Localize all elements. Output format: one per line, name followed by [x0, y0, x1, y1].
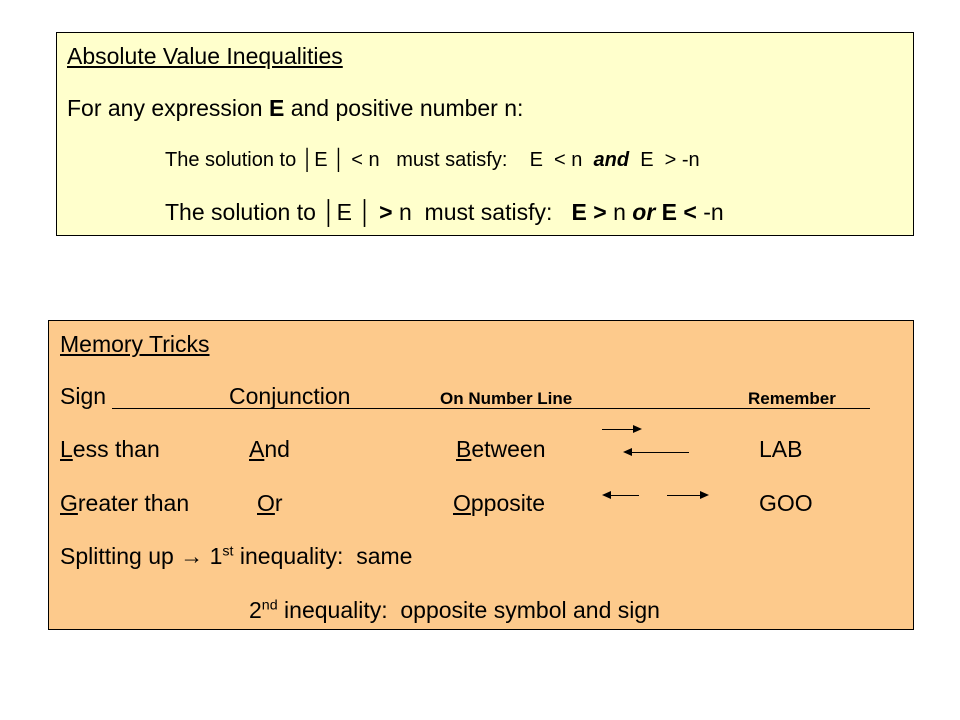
less-sign-rest: ess than: [72, 436, 160, 462]
splitting-sup1: st: [222, 543, 234, 560]
opposite-right-arrow-icon: [667, 495, 707, 496]
header-row: [60, 383, 870, 413]
rule-gt-abs: │E │: [322, 199, 373, 225]
opposite-left-arrow-icon: [604, 495, 639, 496]
rule-lt-post: E > -n: [629, 149, 700, 171]
greater-line-initial: O: [453, 490, 471, 516]
greater-line-rest: pposite: [470, 490, 546, 516]
greater-sign-rest: reater than: [77, 490, 190, 516]
splitting-line-2: [249, 597, 660, 624]
rule-less-than: [165, 149, 700, 172]
rule-lt-abs: │E │: [301, 149, 346, 171]
rule-lt-conj: and: [593, 149, 630, 171]
less-conjunction: [249, 436, 290, 463]
row-greater-than: [60, 490, 870, 520]
greater-conj-rest: r: [274, 490, 283, 516]
header-conjunction: Conjunction: [229, 383, 351, 409]
rule-lt-pre: The solution to: [165, 149, 302, 171]
less-conj-rest: nd: [264, 436, 290, 462]
splitting-text2: inequality: opposite symbol and sign: [277, 597, 660, 623]
absolute-value-title: Absolute Value Inequalities: [67, 43, 343, 69]
splitting-label: Splitting up →: [60, 543, 210, 569]
header-number-line: On Number Line: [440, 389, 573, 408]
rule-gt-e1: E >: [571, 199, 614, 225]
greater-conjunction: [257, 490, 283, 517]
rule-gt-mid: n must satisfy:: [398, 199, 572, 225]
rule-greater-than: [165, 199, 724, 226]
less-line-initial: B: [456, 436, 472, 462]
header-underline: [112, 408, 870, 409]
rule-gt-n1: n: [613, 199, 633, 225]
greater-number-line: [453, 490, 545, 517]
header-sign: Sign: [60, 383, 107, 409]
splitting-num1: 1: [209, 543, 223, 569]
header-remember: Remember: [748, 389, 836, 408]
rule-gt-pre: The solution to: [165, 199, 323, 225]
rule-gt-e2: E <: [655, 199, 704, 225]
rule-lt-cond: < n must satisfy: E < n: [345, 149, 594, 171]
absolute-value-box: [56, 32, 914, 236]
splitting-line-1: [60, 543, 412, 570]
greater-conj-initial: O: [257, 490, 275, 516]
intro-line: [67, 95, 523, 122]
splitting-num2: 2: [249, 597, 262, 623]
intro-pre: For any expression: [67, 95, 269, 121]
greater-sign: [60, 490, 189, 517]
rule-gt-n2: -n: [703, 199, 724, 225]
greater-remember: GOO: [759, 490, 813, 516]
memory-tricks-box: [48, 320, 914, 630]
between-right-arrow-icon: [602, 429, 640, 430]
less-conj-initial: A: [249, 436, 265, 462]
row-less-than: [60, 436, 870, 466]
intro-e: E: [268, 95, 285, 121]
rule-gt-conj: or: [632, 199, 656, 225]
splitting-sup2: nd: [261, 597, 278, 614]
splitting-text1: inequality: same: [233, 543, 413, 569]
less-number-line: [456, 436, 546, 463]
less-line-rest: etween: [471, 436, 546, 462]
memory-tricks-title: Memory Tricks: [60, 331, 210, 357]
between-left-arrow-icon: [625, 452, 689, 453]
less-sign: [60, 436, 160, 463]
less-remember: LAB: [759, 436, 803, 462]
less-sign-initial: L: [60, 436, 73, 462]
intro-post: and positive number n:: [284, 95, 524, 121]
rule-gt-symbol: >: [372, 199, 399, 225]
greater-sign-initial: G: [60, 490, 78, 516]
